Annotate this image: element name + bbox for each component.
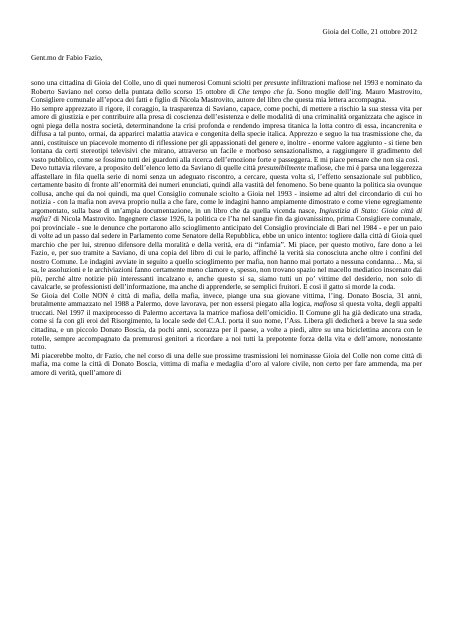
paragraph-text: Ho sempre apprezzato il rigore, il coraggio, la trasparenza di Saviano, capace, come pochi, di mettere a rischio la sua stessa vita per amore di giustizia e per contribuire alla presa di coscienza dell’esistenza e delle modalità di una criminalità organizzata che agisce in ogni piega della nostra società, determinandone la crisi profonda e rendendo impresa titanica la lotta contro di essa, incancrenita e diffusa a tal punto, ormai, da apparirci malattia atavica e congenita della specie italica. Apprezzo e seguo la tua trasmissione che, da anni, costituisce un piacevole momento di riflessione per gli appassionati del genere e, inoltre - enorme valore aggiunto - si tiene ben lontana da certi stereotipi televisivi che mirano, attraverso un facile e morboso sensazionalismo, a raggiungere il gradimento del vasto pubblico, come se fossimo tutti dei guardoni alla ricerca dell’emozione forte e passeggera. E mi piace pensare che non sia così. xyxy=(31,103,422,164)
italic-text: presumibilmente xyxy=(257,163,306,173)
paragraph-text: di Nicola Mastrovito. Ingegnere classe 1926, la politica ce l’ha nel sangue fin da giovanissimo, prima Consigliere comunale, poi provinciale - sue le denunce che portarono allo scioglimento anticipato del Consiglio provinciale di Bari nel 1984 - e per un paio di volte ad un passo dal sedere in Parlamento come Senatore della Repubblica, ebbe un unico intento: togliere dalla città di Gioia quel marchio che per lui, strenuo difensore della moralità e della verità, era di “infamia”. Mi piace, per questo motivo, fare dono a lei Fazio, e, per suo tramite a Saviano, di una copia del libro di cui le parlo, affinché la verità sia conosciuta anche oltre i confini del nostro Comune. Le indagini avviate in seguito a quello scioglimento per mafia, non hanno mai portato a nessuna condanna… Ma, si sa, le assoluzioni e le archiviazioni fanno certamente meno clamore e, spesso, non trovano spazio nel macello mediatico inscenato dai più, perché altre notizie più interessanti incalzano e, anche questo si sa, siamo tutti un po’ vittime del desiderio, non solo di cavalcarle, se professionisti dell’informazione, ma anche di apprenderle, se semplici fruitori. E così il gatto si morde la coda. xyxy=(31,214,422,292)
letter-paragraph xyxy=(31,164,422,292)
letter-date: Gioia del Colle, 21 ottobre 2012 xyxy=(322,27,417,36)
letter-salutation: Gent.mo dr Fabio Fazio, xyxy=(31,52,103,62)
paragraph-text: . Sono moglie dell’ing. Mauro Mastrovito, Consigliere comunale all’epoca dei fatti e figlio di Nicola Mastrovito, autore del libro che questa mia lettera accompagna. xyxy=(31,86,422,105)
letter-paragraph xyxy=(31,105,422,165)
paragraph-text: Devo tuttavia rilevare, a proposito dell’elenco letto da Saviano di quelle città xyxy=(31,163,258,173)
paragraph-text: sono una cittadina di Gioia del Colle, uno di quei numerosi Comuni sciolti per xyxy=(31,78,265,88)
paragraph-text: mafiose, che mi è parsa una leggerezza affastellare in fila quella serie di nomi senza un adeguato riscontro, a cercare, questa volta sì, l’effetto sensazionale sul pubblico, certamente basito di fronte all’enormità dei numeri enunciati, quindi alla vastità del fenomeno. So bene quanto la politica sia ovunque collusa, anche qui da noi quindi, ma quel Consiglio comunale sciolto a Gioia nel 1993 - insieme ad altri del circondario di cui ho notizia - con la mafia non aveva proprio nulla a che fare, come le indagini hanno ampiamente dimostrato e come viene egregiamente argomentato, sulla base di un’ampia documentazione, in un libro che da quella vicenda nasce, xyxy=(31,163,422,215)
paragraph-text: Mi piacerebbe molto, dr Fazio, che nel corso di una delle sue prossime trasmissioni lei nominasse Gioia del Colle non come città di mafia, ma come la città di Donato Boscia, vittima di mafia e medaglia d’oro al valore civile, non certo per fare ammenda, ma per amore di verità, quell’amore di xyxy=(31,350,422,377)
italic-text: presunte xyxy=(264,78,290,88)
letter-paragraph xyxy=(31,292,422,352)
italic-text: Ingiustizia di Stato: Gioia città di mafia? xyxy=(31,205,422,224)
letter-paragraph xyxy=(31,79,422,105)
paragraph-text: sì questa volta, degli appalti truccati. Nel 1997 il maxiprocesso di Palermo accertava la matrice mafiosa dell’omicidio. Il Comune gli ha già dedicato una strada, come si fa con gli eroi del Risorgimento, la locale sede del C.A.I. porta il suo nome, l’Ass. Libera gli dedicherà a breve la sua sede cittadina, e un piccolo Donato Boscia, da pochi anni, scorazza per il paese, a volte a piedi, altre su una biciclettina ancora con le rotelle, sempre accompagnato da premurosi genitori a ricordare a noi tutti la prepotente forza della vita e dell’amore, nonostante tutto. xyxy=(31,299,422,352)
italic-text: mafiosa xyxy=(313,299,338,309)
letter-paragraph xyxy=(31,352,422,378)
letter-body xyxy=(31,79,422,377)
paragraph-text: infiltrazioni mafiose nel 1993 e nominato da Roberto Saviano nel corso della puntata dello scorso 15 ottobre di xyxy=(31,78,422,96)
paragraph-text: Se Gioia del Colle NON è città di mafia, della mafia, invece, piange una sua giovane vittima, l’ing. Donato Boscia, 31 anni, brutalmente ammazzato nel 1988 a Palermo, dove lavorava, per non essersi piegato alla logica, xyxy=(31,290,422,309)
italic-text: Che tempo che fa xyxy=(237,86,293,96)
